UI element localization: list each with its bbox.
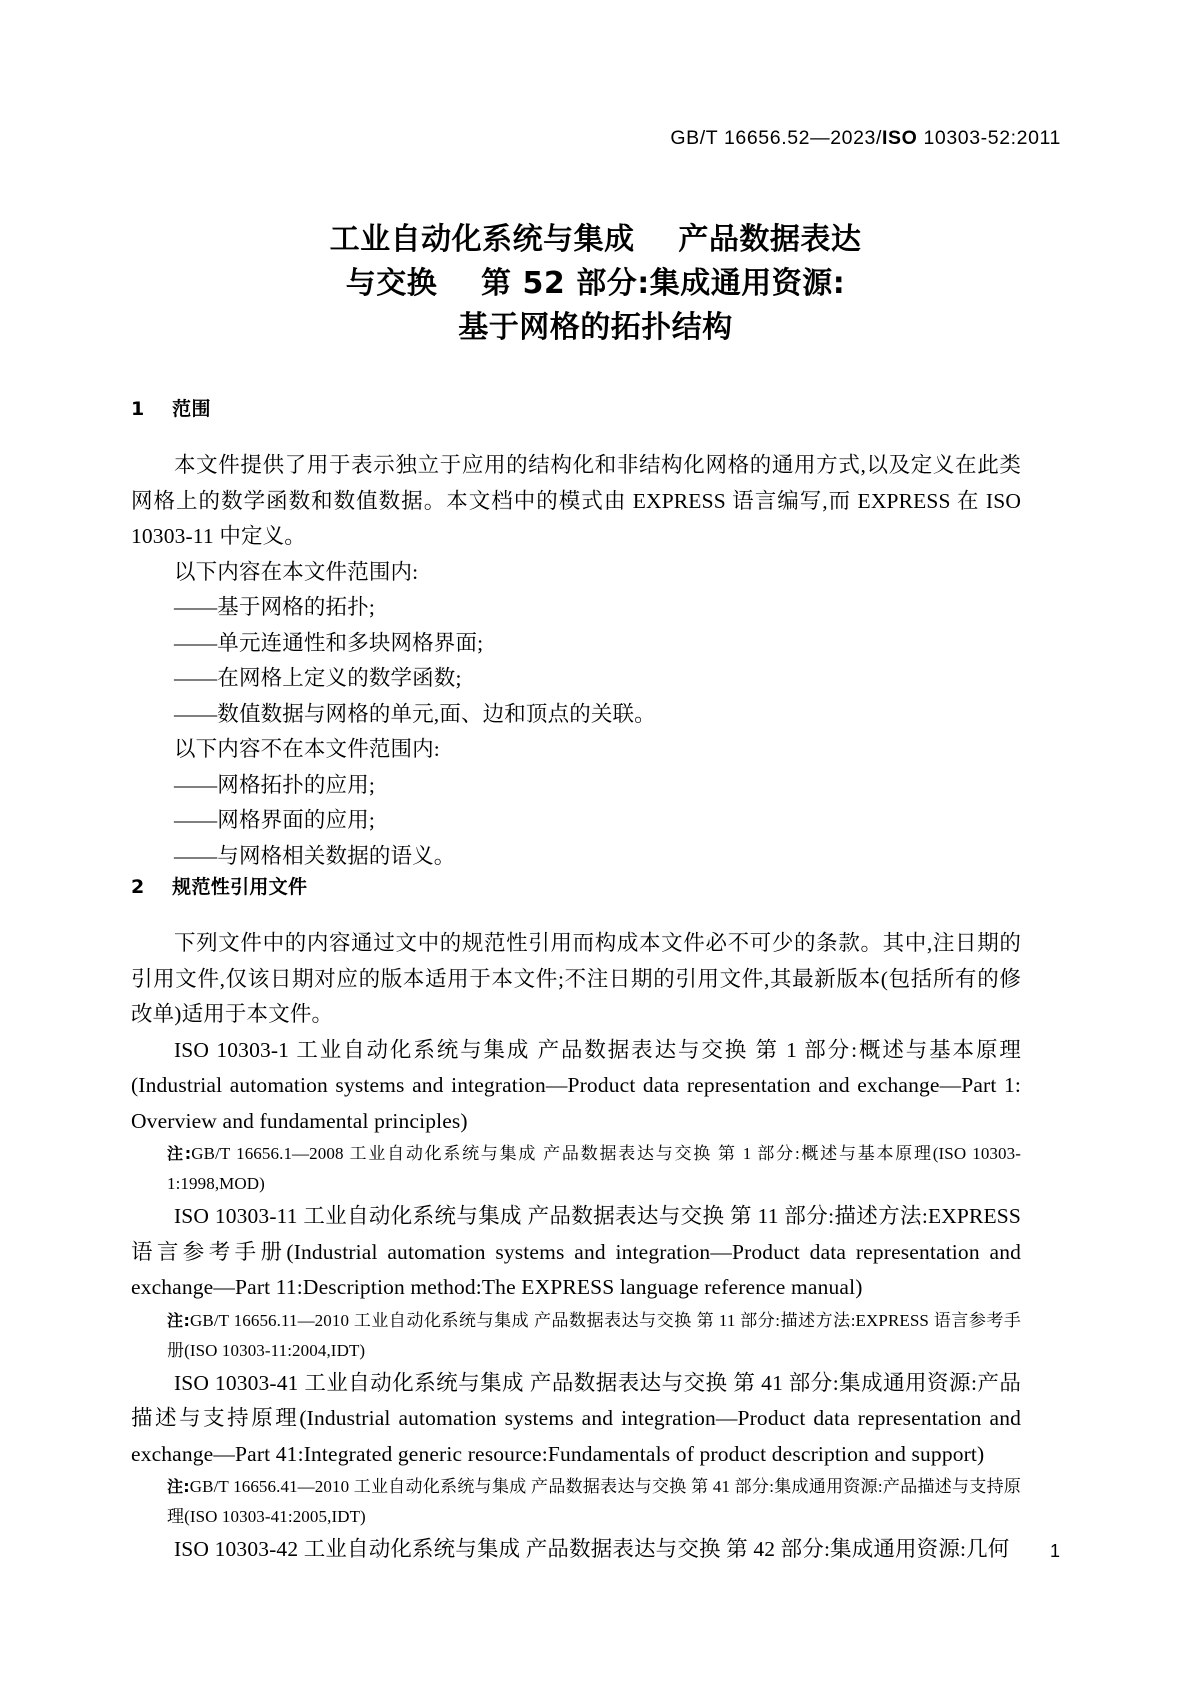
page-title bbox=[130, 218, 1061, 350]
section-heading-normative-references: 2 规范性引用文件 bbox=[131, 876, 308, 898]
page-title-line-1: 工业自动化系统与集成 产品数据表达 bbox=[329, 222, 862, 257]
in-scope-item: ——数值数据与网格的单元,面、边和顶点的关联。 bbox=[174, 701, 656, 726]
note-label: 注: bbox=[167, 1310, 191, 1330]
reference-entry: ISO 10303-42 工业自动化系统与集成 产品数据表达与交换 第 42 部分:集成通用资源:几何 bbox=[174, 1537, 1010, 1561]
page-title-line-3: 基于网格的拓扑结构 bbox=[458, 310, 733, 345]
note-label: 注: bbox=[167, 1477, 190, 1496]
document-body bbox=[131, 396, 1021, 1568]
out-scope-item: ——网格拓扑的应用; bbox=[174, 772, 375, 797]
section-heading-scope: 1 范围 bbox=[131, 398, 211, 420]
in-scope-item: ——基于网格的拓扑; bbox=[174, 595, 375, 619]
note-label: 注: bbox=[167, 1144, 192, 1163]
reference-entry: ISO 10303-41 工业自动化系统与集成 产品数据表达与交换 第 41 部分:集成通用资源:产品描述与支持原理(Industrial automation systems and integration—Product data representation and exchange—Part 41:Integrated generic resource:Fundamentals of product description and support) bbox=[131, 1370, 1021, 1466]
in-scope-item: ——在网格上定义的数学函数; bbox=[174, 666, 462, 690]
running-header bbox=[130, 127, 1061, 150]
header-standard-id: GB/T 16656.52—2023/ bbox=[670, 127, 883, 149]
in-scope-lead: 以下内容在本文件范围内: bbox=[174, 559, 419, 584]
page-number: 1 bbox=[1049, 1541, 1060, 1561]
out-scope-lead: 以下内容不在本文件范围内: bbox=[174, 737, 440, 761]
note-text: GB/T 16656.41—2010 工业自动化系统与集成 产品数据表达与交换 第 41 部分:集成通用资源:产品描述与支持原理(ISO 10303-41:2005,IDT) bbox=[167, 1477, 1021, 1526]
page-title-line-2: 与交换 第 52 部分:集成通用资源: bbox=[345, 266, 846, 301]
reference-entry: ISO 10303-1 工业自动化系统与集成 产品数据表达与交换 第 1 部分:概述与基本原理(Industrial automation systems and integration—Product data representation and exchange—Part 1: Overview and fundamental principles) bbox=[131, 1037, 1021, 1133]
normative-references-paragraph: 下列文件中的内容通过文中的规范性引用而构成本文件必不可少的条款。其中,注日期的引用文件,仅该日期对应的版本适用于本文件;不注日期的引用文件,其最新版本(包括所有的修改单)适用于本文件。 bbox=[131, 931, 1021, 1026]
reference-note bbox=[131, 1306, 1021, 1366]
in-scope-item: ——单元连通性和多块网格界面; bbox=[174, 630, 484, 655]
header-standard-id-tail: 10303-52:2011 bbox=[917, 127, 1061, 149]
note-text: GB/T 16656.1—2008 工业自动化系统与集成 产品数据表达与交换 第 1 部分:概述与基本原理(ISO 10303-1:1998,MOD) bbox=[167, 1144, 1021, 1193]
reference-note bbox=[131, 1472, 1021, 1532]
note-text: GB/T 16656.11—2010 工业自动化系统与集成 产品数据表达与交换 第 11 部分:描述方法:EXPRESS 语言参考手册(ISO 10303-11:2004,IDT) bbox=[167, 1310, 1021, 1360]
reference-entry: ISO 10303-11 工业自动化系统与集成 产品数据表达与交换 第 11 部分:描述方法:EXPRESS 语言参考手册(Industrial automation systems and integration—Product data representation and exchange—Part 11:Description method:The EXPRESS language reference manual) bbox=[131, 1204, 1021, 1299]
out-scope-item: ——网格界面的应用; bbox=[174, 808, 375, 832]
reference-note bbox=[131, 1139, 1021, 1199]
header-standard-id-iso: ISO bbox=[882, 127, 918, 149]
out-scope-item: ——与网格相关数据的语义。 bbox=[174, 843, 456, 868]
scope-paragraph: 本文件提供了用于表示独立于应用的结构化和非结构化网格的通用方式,以及定义在此类网格上的数学函数和数值数据。本文档中的模式由 EXPRESS 语言编写,而 EXPRESS 在 ISO 10303-11 中定义。 bbox=[131, 453, 1021, 548]
